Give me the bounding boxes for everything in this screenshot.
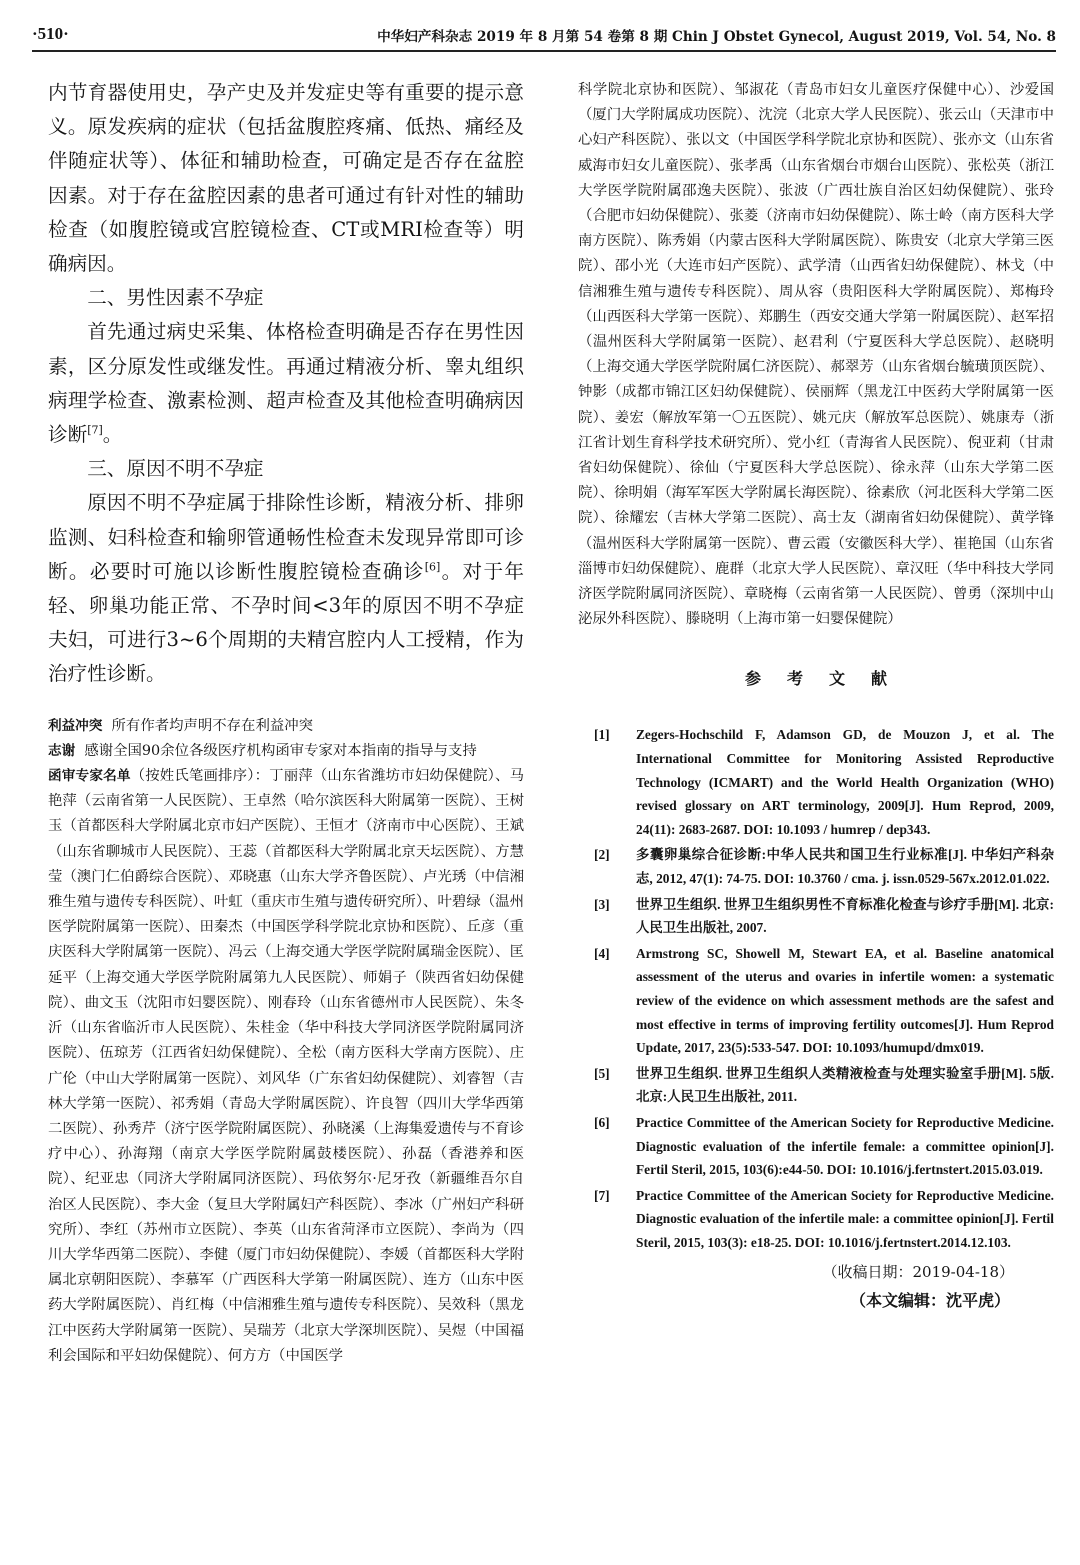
reference-number: [1] bbox=[594, 727, 610, 743]
reference-text: Practice Committee of the American Society for Reproductive Medicine. Diagnostic evaluation of the infertile female: a committee opinion[J]. Fertil Steril, 2015, 103(6):e44-50. DOI: 10.1016/j.fertnstert.2015.03.019. bbox=[636, 1114, 1054, 1178]
page-number: ·510· bbox=[32, 24, 69, 43]
received-date: （收稿日期：2019-04-18） bbox=[822, 1262, 1014, 1281]
section-heading-unexplained-infertility: 三、原因不明不孕症 bbox=[87, 457, 264, 481]
reference-text: 世界卫生组织. 世界卫生组织男性不育标准化检查与诊疗手册[M]. 北京:人民卫生出版社, 2007. bbox=[636, 896, 1054, 936]
references-title: 参考文献 bbox=[744, 669, 913, 689]
reference-number: [3] bbox=[594, 896, 610, 912]
spacer bbox=[48, 692, 524, 714]
citation-link-7[interactable]: [7] bbox=[87, 423, 103, 437]
journal-running-head: 中华妇产科杂志 2019 年 8 月第 54 卷第 8 期 Chin J Obstet Gynecol, August 2019, Vol. 54, No. 8 bbox=[377, 29, 1056, 45]
reference-item bbox=[578, 1111, 1054, 1182]
reference-text: 多囊卵巢综合征诊断:中华人民共和国卫生行业标准[J]. 中华妇产科杂志, 2012, 47(1): 74-75. DOI: 10.3760 / cma. j. issn.0529-567x.2012.01.022. bbox=[636, 847, 1054, 887]
reference-text: 世界卫生组织. 世界卫生组织人类精液检查与处理实验室手册[M]. 5版. 北京:人民卫生出版社, 2011. bbox=[636, 1065, 1054, 1105]
para2-tail: 。 bbox=[102, 423, 123, 447]
body-paragraph-3 bbox=[48, 486, 524, 691]
reference-number: [4] bbox=[594, 945, 610, 961]
reference-list bbox=[578, 723, 1054, 1254]
para3-text: 原因不明不孕症属于排除性诊断，精液分析、排卵监测、妇科检查和输卵管通畅性检查未发现异常即可诊断。必要时可施以诊断性腹腔镜检查确诊 bbox=[48, 491, 524, 583]
acknowledgement bbox=[48, 739, 524, 764]
reviewer-list bbox=[48, 764, 524, 1369]
right-column bbox=[578, 78, 1054, 1315]
reference-item bbox=[578, 1184, 1054, 1255]
para2-text: 首先通过病史采集、体格检查明确是否存在男性因素，区分原发性或继发性。再通过精液分析、睾丸组织病理学检查、激素检测、超声检查及其他检查明确病因诊断 bbox=[48, 320, 524, 447]
citation-link-6[interactable]: [6] bbox=[424, 560, 441, 574]
reference-item bbox=[578, 942, 1054, 1060]
reference-item bbox=[578, 893, 1054, 940]
page-header bbox=[32, 22, 1056, 52]
reference-number: [5] bbox=[594, 1065, 610, 1081]
ack-text: 感谢全国90余位各级医疗机构函审专家对本指南的指导与支持 bbox=[84, 742, 477, 759]
ack-label: 志谢 bbox=[48, 742, 76, 759]
reference-item bbox=[578, 723, 1054, 841]
editor-credit: （本文编辑：沈平虎） bbox=[849, 1290, 1010, 1310]
spacer bbox=[578, 632, 1054, 666]
reference-number: [2] bbox=[594, 847, 610, 863]
reference-text: Zegers-Hochschild F, Adamson GD, de Mouzon J, et al. The International Committee for Monitoring Assisted Reproductive Technology (ICMART) and the World Health Organization (WHO) revised glossary on ART terminology, 2009[J]. Hum Reprod, 2009, 24(11): 2683-2687. DOI: 10.1093 / humrep / dep343. bbox=[636, 727, 1054, 837]
reviewer-list-continued: 科学院北京协和医院）、邹淑花（青岛市妇女儿童医疗保健中心）、沙爱国（厦门大学附属成功医院）、沈浣（北京大学人民医院）、张云山（天津市中心妇产科医院）、张以文（中国医学科学院北京协和医院）、张亦文（山东省威海市妇女儿童医院）、张孝禹（山东省烟台市烟台山医院）、张松英（浙江大学医学院附属邵逸夫医院）、张波（广西壮族自治区妇幼保健院）、张玲（合肥市妇幼保健院）、张菱（济南市妇幼保健院）、陈士岭（南方医科大学南方医院）、陈秀娟（内蒙古医科大学附属医院）、陈贵安（北京大学第三医院）、邵小光（大连市妇产医院）、武学清（山西省妇幼保健院）、林戈（中信湘雅生殖与遗传专科医院）、周从容（贵阳医科大学附属医院）、郑梅玲（山西医科大学第一医院）、郑鹏生（西安交通大学第一附属医院）、赵军招（温州医科大学附属第一医院）、赵君利（宁夏医科大学总医院）、赵晓明（上海交通大学医学院附属仁济医院）、郝翠芳（山东省烟台毓璜顶医院）、钟影（成都市锦江区妇幼保健院）、侯丽辉（黑龙江中医药大学附属第一医院）、姜宏（解放军第一〇五医院）、姚元庆（解放军总医院）、姚康寿（浙江省计划生育科学技术研究所）、党小红（青海省人民医院）、倪亚莉（甘肃省妇幼保健院）、徐仙（宁夏医科大学总医院）、徐永萍（山东大学第二医院）、徐明娟（海军军医大学附属长海医院）、徐素欣（河北医科大学第二医院）、徐耀宏（吉林大学第二医院）、高士友（湖南省妇幼保健院）、黄学锋（温州医科大学附属第一医院）、曹云霞（安徽医科大学）、崔艳国（山东省淄博市妇幼保健院）、鹿群（北京大学人民医院）、章汉旺（华中科技大学同济医学院附属同济医院）、章晓梅（云南省第一人民医院）、曾勇（深圳中山泌尿外科医院）、滕晓明（上海市第一妇婴保健院） bbox=[578, 82, 1054, 628]
section-heading-male-infertility: 二、男性因素不孕症 bbox=[87, 286, 264, 310]
reference-number: [7] bbox=[594, 1187, 610, 1203]
coi-text: 所有作者均声明不存在利益冲突 bbox=[111, 717, 314, 734]
reviewers-label: 函审专家名单 bbox=[48, 768, 131, 785]
reviewers-text: （按姓氏笔画排序）：丁丽萍（山东省潍坊市妇幼保健院）、马艳萍（云南省第一人民医院）、王卓然（哈尔滨医科大附属第一医院）、王树玉（首都医科大学附属北京市妇产医院）、王恒才（济南市中心医院）、王斌（山东省聊城市人民医院）、王蕊（首都医科大学附属北京天坛医院）、方慧莹（澳门仁伯爵综合医院）、邓晓惠（山东大学齐鲁医院）、卢光琇（中信湘雅生殖与遗传专科医院）、叶虹（重庆市生殖与遗传研究所）、叶碧绿（温州医学院附属第一医院）、田秦杰（中国医学科学院北京协和医院）、丘彦（重庆医科大学附属第一医院）、冯云（上海交通大学医学院附属瑞金医院）、匡延平（上海交通大学医学院附属第九人民医院）、师娟子（陕西省妇幼保健院）、曲文玉（沈阳市妇婴医院）、刚春玲（山东省德州市人民医院）、朱冬沂（山东省临沂市人民医院）、朱桂金（华中科技大学同济医学院附属同济医院）、伍琼芳（江西省妇幼保健院）、全松（南方医科大学南方医院）、庄广伦（中山大学附属第一医院）、刘风华（广东省妇幼保健院）、刘睿智（吉林大学第一医院）、祁秀娟（青岛大学附属医院）、许良智（四川大学华西第二医院）、孙秀芹（济宁医学院附属医院）、孙晓溪（上海集爱遗传与不育诊疗中心）、孙海翔（南京大学医学院附属鼓楼医院）、孙磊（香港养和医院）、纪亚忠（同济大学附属同济医院）、玛依努尔·尼牙孜（新疆维吾尔自治区人民医院）、李大金（复旦大学附属妇产科医院）、李冰（广州妇产科研究所）、李红（苏州市立医院）、李英（山东省菏泽市立医院）、李尚为（四川大学华西第二医院）、李健（厦门市妇幼保健院）、李媛（首都医科大学附属北京朝阳医院）、李慕军（广西医科大学第一附属医院）、连方（山东中医药大学附属医院）、肖红梅（中信湘雅生殖与遗传专科医院）、吴效科（黑龙江中医药大学附属第一医院）、吴瑞芳（北京大学深圳医院）、吴煜（中国福利会国际和平妇幼保健院）、何方方（中国医学 bbox=[48, 768, 524, 1364]
body-paragraph-2 bbox=[48, 315, 524, 452]
reference-number: [6] bbox=[594, 1114, 610, 1130]
para3-tail: 。对于年轻、卵巢功能正常、不孕时间<3年的原因不明不孕症夫妇，可进行3~6个周期的夫精宫腔内人工授精，作为治疗性诊断。 bbox=[48, 559, 525, 686]
reference-item bbox=[578, 843, 1054, 890]
coi-label: 利益冲突 bbox=[48, 717, 103, 734]
reference-text: Armstrong SC, Showell M, Stewart EA, et al. Baseline anatomical assessment of the uterus and ovaries in infertile women: a systematic review of the evidence on which assessment methods are the safest and most effective in terms of improving fertility outcomes[J]. Hum Reprod Update, 2017, 23(5):533-547. DOI: 10.1093/humupd/dmx019. bbox=[636, 945, 1054, 1056]
spacer bbox=[578, 689, 1054, 723]
left-column bbox=[48, 76, 524, 1369]
reference-text: Practice Committee of the American Society for Reproductive Medicine. Diagnostic evaluation of the infertile male: a committee opinion[J]. Fertil Steril, 2015, 103(3): e18-25. DOI: 10.1016/j.fertnstert.2014.12.103. bbox=[636, 1187, 1054, 1250]
conflict-of-interest bbox=[48, 714, 524, 739]
reference-item bbox=[578, 1062, 1054, 1109]
body-paragraph-1: 内节育器使用史，孕产史及并发症史等有重要的提示意义。原发疾病的症状（包括盆腹腔疼痛、低热、痛经及伴随症状等）、体征和辅助检查，可确定是否存在盆腔因素。对于存在盆腔因素的患者可通过有针对性的辅助检查（如腹腔镜或宫腔镜检查、CT或MRI检查等）明确病因。 bbox=[48, 81, 524, 276]
